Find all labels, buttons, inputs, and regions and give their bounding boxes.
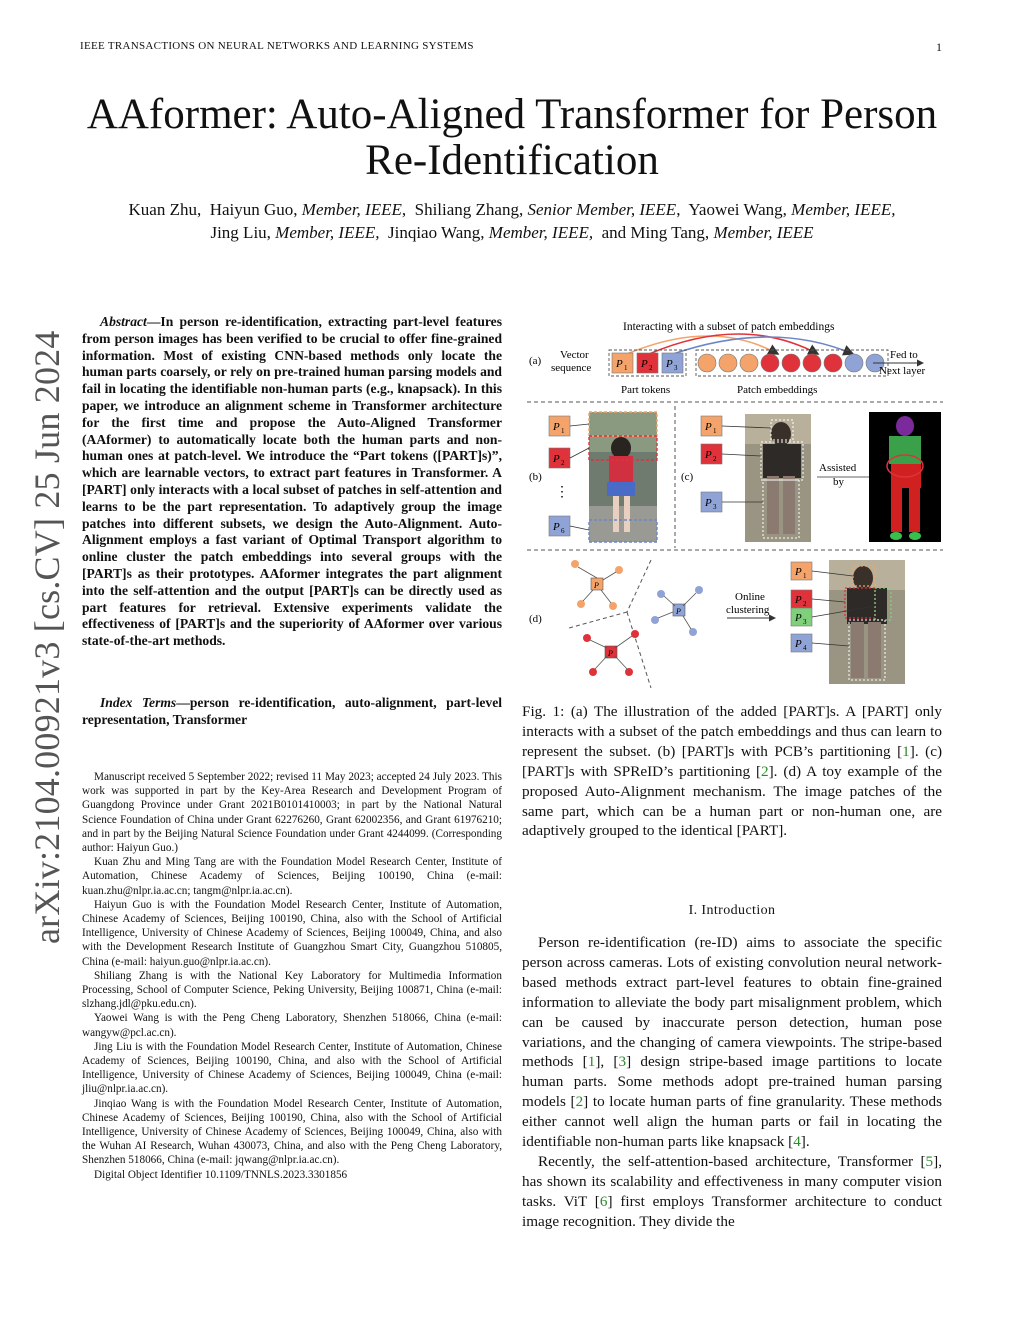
paragraph-text: Person re-identification (re-ID) aims to associate the specific person across cameras. Lots of existing convolution neural network-based methods extract part-level features to obtain fine-grained information to alleviate the body part misalignment problem, which can be caused by inaccurate person detection, human pose variations, and the changing of camera viewpoints. The stripe-based methods [: [522, 934, 942, 1071]
patch-orange: [740, 354, 758, 372]
footnote: Haiyun Guo is with the Foundation Model Research Center, Institute of Automation, Chinese Academy of Sciences, Beijing 100190, China, also with the School of Artificial Intelligence, University of Chinese Academy of Sciences, Beijing 100049, China, and also with the Development Research Institute of Guangzhou Smart City, Guangzhou 510805, China (e-mail: haiyun.guo@nlpr.ia.ac.cn).: [82, 898, 502, 968]
token-d-p3-sub: 3: [803, 618, 807, 626]
abstract-text: —In person re-identification, extracting part-level features from person images has been verified to be crucial to offer fine-grained information. Most of existing CNN-based methods only locate the human parts coarsely, or rely on pre-trained human parsing models and fail in locating the identifiable non-human parts (e.g., knapsack). In this paper, we introduce an alignment scheme in Transformer architecture for the first time and propose the Auto-Aligned Transformer (AAformer) to automatically locate both the human parts and non-human ones at patch-level. We introduce the “Part tokens ([PART]s)”, which are learnable vectors, to extract part features in Transformer. A [PART] only interacts with a local subset of patches in self-attention and learns to be the part representation. To adaptively group the image patches into different subsets, we design the Auto-Alignment. Auto-Alignment employs a fast variant of Optimal Transport algorithm to online cluster the patch embeddings into several groups with the [PART]s as their prototypes. AAformer integrates the part alignment into the self-attention and the output [PART]s can be directly used as part features for retrieval. Extensive experiments validate the effectiveness of [PART]s and the superiority of AAformer over various state-of-the-art methods.: [82, 314, 502, 649]
author-name: Jinqiao Wang,: [388, 223, 485, 242]
author-name: Jing Liu,: [210, 223, 271, 242]
cluster-p1-label: P: [594, 581, 599, 590]
citation-link[interactable]: 1: [587, 1053, 596, 1071]
author-line-2: [60, 221, 964, 244]
patch-red: [761, 354, 779, 372]
page-number: 1: [936, 40, 942, 54]
token-p2-sub: 2: [649, 364, 653, 372]
citation-link[interactable]: 2: [761, 762, 769, 780]
patch-orange: [719, 354, 737, 372]
token-p3-label: P: [666, 358, 673, 370]
person-photo-c: [745, 414, 811, 542]
arxiv-identifier: arXiv:2104.00921v3 [cs.CV] 25 Jun 2024: [27, 330, 67, 944]
token-d-p4-sub: 4: [803, 644, 807, 652]
token-p1-label: P: [616, 358, 623, 370]
clustering-label: clustering: [726, 604, 770, 616]
panel-a-label: (a): [529, 355, 542, 367]
paragraph: [522, 933, 942, 1152]
token-d-p2-label: P: [795, 594, 802, 606]
index-terms: [82, 695, 502, 729]
author-role: Member, IEEE: [301, 200, 402, 219]
paragraph-text: ] design stripe-based image partitions to locate human parts. Some methods adopt pre-trained human parsing models [: [522, 1053, 943, 1111]
index-terms-text: —person re-identification, auto-alignment, part-level representation, Transformer: [82, 695, 502, 727]
link-line: [570, 448, 589, 458]
caption-text: ]. (c) [PART]s with SPReID’s partitioning [: [522, 742, 942, 780]
token-c-p1-sub: 1: [713, 427, 717, 435]
paper-title: [60, 92, 964, 184]
abstract: [82, 314, 502, 650]
person-photo-b: [589, 412, 657, 542]
fed-to-label: Fed to: [890, 349, 918, 361]
author-name: and Ming Tang,: [601, 223, 710, 242]
paragraph-text: ].: [800, 1133, 810, 1151]
token-p3-sub: 3: [674, 364, 678, 372]
footnote: Kuan Zhu and Ming Tang are with the Foundation Model Research Center, Institute of Automation, Chinese Academy of Sciences, Beijing 100190, China (e-mail: kuan.zhu@nlpr.ia.ac.cn; tangm@nlpr.ia.ac.cn).: [82, 856, 502, 897]
by-label: by: [833, 476, 844, 488]
token-b-p1-label: P: [553, 421, 560, 433]
arc-red: [649, 334, 818, 354]
footnote: Manuscript received 5 September 2022; revised 11 May 2023; accepted 24 July 2023. This work was supported in part by the Key-Area Research and Development Program of Guangdong Province under Grant 2021B0101410003; in part by the National Natural Science Foundation of China under Grant 62276260, Grant 62002356, and Grant 61976210; and in part by the Beijing Natural Science Foundation under Grant 4244099. (Corresponding author: Haiyun Guo.): [82, 771, 502, 855]
title-line-2: Re-Identification: [365, 137, 659, 184]
next-layer-label: Next layer: [879, 365, 926, 377]
author-role: Member, IEEE: [713, 223, 814, 242]
token-d-p1-sub: 1: [803, 572, 807, 580]
vector-sequence-label-2: sequence: [551, 362, 592, 374]
assisted-label: Assisted: [819, 462, 857, 474]
token-b-p6-sub: 6: [561, 527, 565, 535]
author-role: Senior Member, IEEE: [527, 200, 677, 219]
vertical-dots: ⋮: [555, 485, 569, 500]
link-line: [570, 526, 589, 530]
paragraph-text: ] first employs Transformer architecture to conduct image recognition. They divide the: [522, 1192, 943, 1230]
paragraph-text: ], [: [595, 1053, 619, 1071]
token-p2-label: P: [641, 358, 648, 370]
patch-embeddings-label: Patch embeddings: [737, 384, 818, 396]
token-d-p3-label: P: [795, 612, 802, 624]
section-heading: I. Introduction: [688, 903, 776, 918]
token-b-p2-sub: 2: [561, 459, 565, 467]
arc-blue: [673, 337, 853, 354]
introduction-text: [522, 933, 942, 1232]
footnote: Shiliang Zhang is with the National Key Laboratory for Multimedia Information Processing, School of Computer Science, Peking University, Beijing 100871, China (e-mail: slzhang.jdl@pku.edu.cn).: [82, 969, 502, 1011]
paragraph: [522, 1152, 942, 1232]
author-name: Shiliang Zhang,: [414, 200, 524, 219]
token-b-p6-label: P: [553, 521, 560, 533]
token-b-p1-sub: 1: [561, 427, 565, 435]
author-role: Member, IEEE,: [488, 223, 594, 242]
patch-red: [803, 354, 821, 372]
person-photo-d: [829, 560, 905, 684]
cluster-divider: [627, 612, 651, 688]
footnote: Jing Liu is with the Foundation Model Research Center, Institute of Automation, Chinese Academy of Sciences, Beijing 100190, China, and also with the School of Artificial Intelligence, University of Chinese Academy of Sciences, Beijing 100049, China (e-mail: jliu@nlpr.ia.ac.cn).: [82, 1040, 502, 1096]
citation-link[interactable]: 4: [793, 1133, 801, 1151]
citation-link[interactable]: 2: [575, 1093, 584, 1111]
figure-1-diagram: [523, 316, 947, 692]
panel-b-label: (b): [529, 471, 542, 483]
figure-caption: [522, 702, 942, 841]
author-name: Kuan Zhu,: [128, 200, 202, 219]
citation-link[interactable]: 6: [599, 1192, 608, 1210]
figure-1: [523, 316, 947, 692]
author-role: Member, IEEE,: [275, 223, 380, 242]
cluster-p2-label: P: [608, 649, 613, 658]
token-d-p1-label: P: [795, 566, 802, 578]
citation-link[interactable]: 3: [618, 1053, 627, 1071]
link-line: [570, 424, 589, 426]
token-p1-sub: 1: [624, 364, 628, 372]
journal-header: IEEE TRANSACTIONS ON NEURAL NETWORKS AND LEARNING SYSTEMS: [80, 40, 474, 52]
token-d-p4-label: P: [795, 638, 802, 650]
author-role: Member, IEEE,: [791, 200, 896, 219]
citation-link[interactable]: 5: [925, 1152, 934, 1170]
patch-blue: [845, 354, 863, 372]
caption-text: ]. (d) A toy example of the proposed Auto-Alignment mechanism. The image patches of the same part, which can be a human part or non-human one, are adaptively grouped to the identical [PART].: [522, 762, 942, 840]
author-name: Haiyun Guo,: [209, 200, 298, 219]
vector-sequence-label-1: Vector: [560, 349, 589, 361]
token-d-p2-sub: 2: [803, 600, 807, 608]
patch-red: [782, 354, 800, 372]
token-c-p3-label: P: [705, 497, 712, 509]
author-line-1: Kuan Zhu, Haiyun Guo, Member, IEEE, Shiliang Zhang, Senior Member, IEEE, Yaowei Wang, Member, IEEE,: [128, 200, 896, 219]
fig-top-label: Interacting with a subset of patch embeddings: [623, 321, 835, 333]
token-b-p2-label: P: [553, 453, 560, 465]
abstract-lead: Abstract: [100, 314, 147, 329]
citation-link[interactable]: 1: [902, 742, 910, 760]
footnotes: [82, 770, 502, 1182]
panel-c-label: (c): [681, 471, 694, 483]
patch-red: [824, 354, 842, 372]
token-c-p2-label: P: [705, 449, 712, 461]
footnote: Yaowei Wang is with the Peng Cheng Laboratory, Shenzhen 518066, China (e-mail: wangyw@pcl.ac.cn).: [82, 1012, 502, 1039]
patch-orange: [698, 354, 716, 372]
author-list: [60, 198, 964, 244]
online-label: Online: [735, 591, 765, 603]
cluster-p3-label: P: [676, 607, 681, 616]
token-c-p1-label: P: [705, 421, 712, 433]
token-c-p3-sub: 3: [713, 503, 717, 511]
caption-text: Fig. 1: (a) The illustration of the added [PART]s. A [PART] only interacts with a subset of the patch embeddings and thus can learn to represent the subset. (b) [PART]s with PCB’s partitioning [: [522, 703, 942, 760]
part-tokens-label: Part tokens: [621, 384, 671, 396]
paragraph-text: Recently, the self-attention-based architecture, Transformer [: [538, 1152, 926, 1170]
title-line-1: AAformer: Auto-Aligned Transformer for Person: [86, 91, 938, 138]
author-name: Yaowei Wang,: [688, 200, 787, 219]
cluster-divider: [569, 612, 627, 628]
paragraph-text: ], has shown its scalability and effectiveness in many computer vision tasks. ViT [: [522, 1152, 942, 1210]
paragraph-text: ] to locate human parts of fine granularity. These methods either cannot well align the human parts or fail in locating the identifiable non-human parts like knapsack [: [522, 1093, 942, 1151]
token-c-p2-sub: 2: [713, 455, 717, 463]
footnote: Digital Object Identifier 10.1109/TNNLS.2023.3301856: [94, 1168, 348, 1181]
footnote: Jinqiao Wang is with the Foundation Model Research Center, Institute of Automation, Chinese Academy of Sciences, Beijing 100190, China, also with the School of Artificial Intelligence, University of Chinese Academy of Sciences, Beijing 100049, China, also with the Wuhan AI Research, Wuhan 430073, China, and also with the Peng Cheng Laboratory, Shenzhen 518066, China (e-mail: jqwang@nlpr.ia.ac.cn).: [82, 1097, 502, 1167]
cluster-divider: [627, 560, 651, 612]
panel-d-label: (d): [529, 613, 542, 625]
index-terms-lead: Index Terms: [100, 695, 177, 710]
